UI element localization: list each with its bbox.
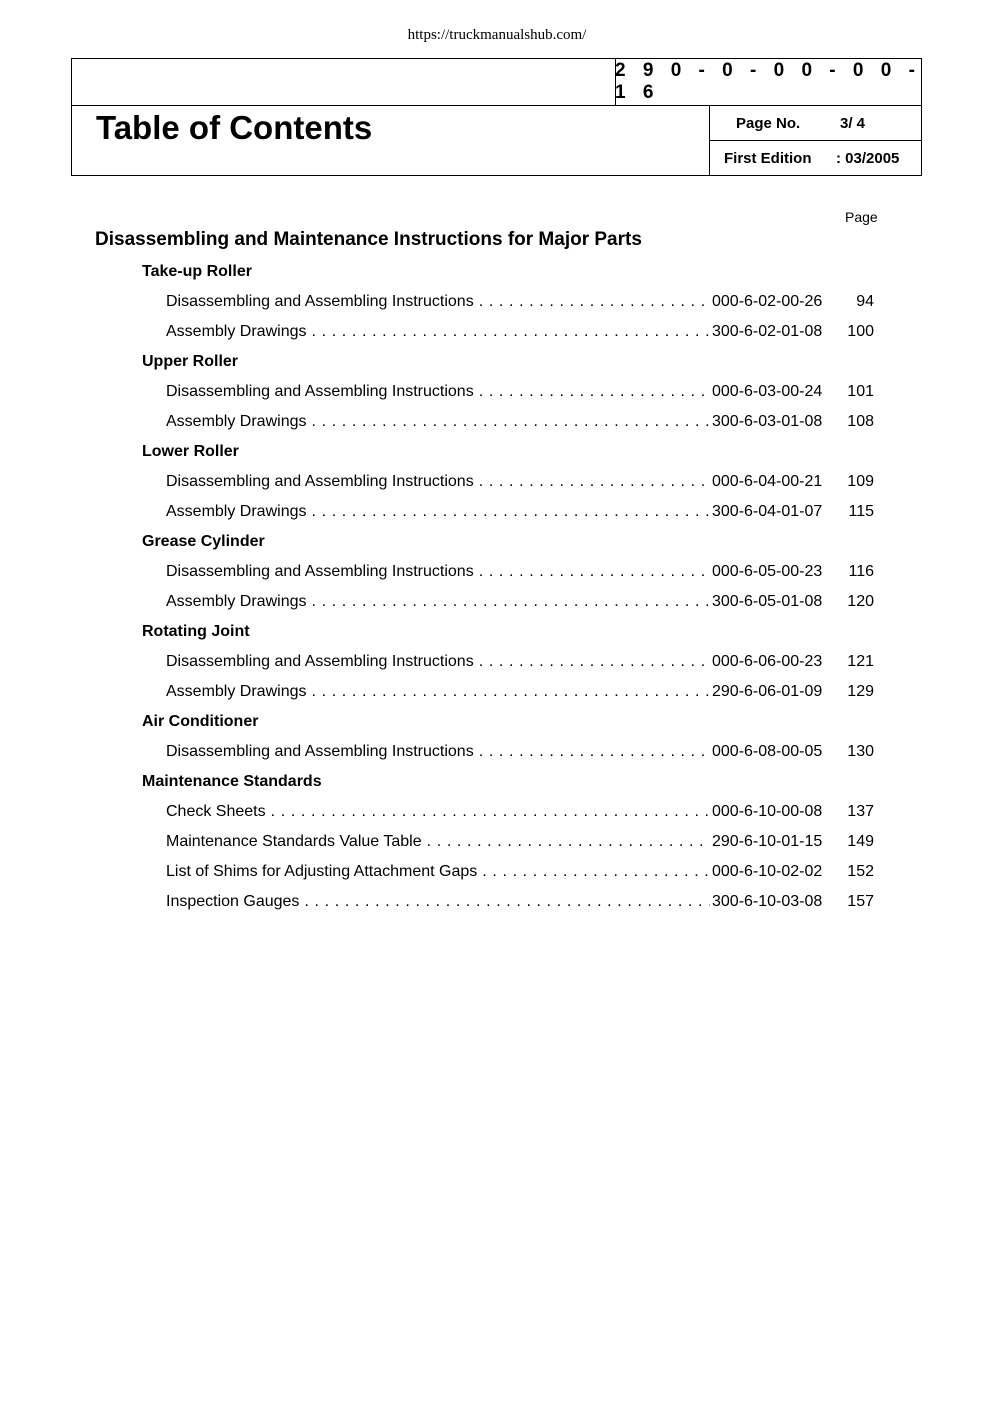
toc-entry[interactable]	[0, 557, 994, 587]
toc-entry-label: Disassembling and Assembling Instructions . . .	[166, 557, 710, 587]
toc-entry-code: 000-6-05-00-23	[712, 563, 823, 580]
toc-entry[interactable]	[0, 317, 994, 347]
toc-entry-page: 137	[847, 803, 874, 820]
toc-entry-label: Assembly Drawings . . .	[166, 497, 710, 527]
section-title: Air Conditioner	[142, 713, 259, 730]
toc-entry-code: 300-6-04-01-07	[712, 503, 823, 520]
section-title: Take-up Roller	[142, 263, 252, 280]
toc-entry-page: 152	[847, 863, 874, 880]
toc-entry-code: 000-6-06-00-23	[712, 653, 823, 670]
toc-entry-label: Disassembling and Assembling Instructions . . .	[166, 377, 710, 407]
toc-entry[interactable]	[0, 887, 994, 917]
toc-entry-label: Inspection Gauges . . .	[166, 887, 710, 917]
toc-entry-code: 000-6-10-00-08	[712, 803, 823, 820]
toc-entry-label: List of Shims for Adjusting Attachment Gaps . . .	[166, 857, 710, 887]
section-title: Maintenance Standards	[142, 773, 322, 790]
toc-entry[interactable]	[0, 827, 994, 857]
header-divider	[72, 105, 921, 106]
page-title: Table of Contents	[96, 109, 373, 146]
page-number-value: 3/ 4	[840, 115, 866, 132]
section-title: Grease Cylinder	[142, 533, 265, 550]
main-heading: Disassembling and Maintenance Instructions for Major Parts	[95, 229, 642, 250]
toc-entry-page: 100	[847, 323, 874, 340]
toc-entry[interactable]	[0, 647, 994, 677]
section-title: Rotating Joint	[142, 623, 250, 640]
source-url[interactable]: https://truckmanualshub.com/	[407, 27, 587, 43]
toc-entry[interactable]	[0, 797, 994, 827]
toc-entry-page: 120	[847, 593, 874, 610]
toc-entry[interactable]	[0, 737, 994, 767]
toc-entry-label: Assembly Drawings . . .	[166, 407, 710, 437]
toc-entry-code: 000-6-08-00-05	[712, 743, 823, 760]
table-of-contents	[0, 257, 994, 917]
toc-entry-page: 129	[847, 683, 874, 700]
toc-entry-code: 000-6-02-00-26	[712, 293, 823, 310]
section-title: Lower Roller	[142, 443, 239, 460]
page-column-label: Page	[845, 209, 878, 225]
toc-entry-label: Disassembling and Assembling Instructions . . .	[166, 467, 710, 497]
toc-entry-label: Assembly Drawings . . .	[166, 677, 710, 707]
toc-entry-label: Disassembling and Assembling Instructions . . .	[166, 647, 710, 677]
toc-entry[interactable]	[0, 857, 994, 887]
toc-entry-page: 116	[848, 563, 874, 580]
toc-entry[interactable]	[0, 467, 994, 497]
toc-entry-code: 290-6-06-01-09	[712, 683, 823, 700]
toc-entry-page: 115	[848, 503, 874, 520]
toc-entry-page: 109	[847, 473, 874, 490]
toc-entry-label: Assembly Drawings . . .	[166, 587, 710, 617]
toc-entry-page: 130	[847, 743, 874, 760]
toc-entry-code: 000-6-10-02-02	[712, 863, 823, 880]
document-header	[71, 58, 922, 176]
toc-entry-code: 000-6-03-00-24	[712, 383, 823, 400]
toc-entry-code: 300-6-10-03-08	[712, 893, 823, 910]
toc-entry[interactable]	[0, 497, 994, 527]
toc-entry-page: 157	[847, 893, 874, 910]
toc-entry-code: 000-6-04-00-21	[712, 473, 823, 490]
toc-entry-page: 149	[847, 833, 874, 850]
toc-entry[interactable]	[0, 677, 994, 707]
document-number: 2 9 0 - 0 - 0 0 - 0 0 - 1 6	[615, 60, 921, 103]
page-number-label: Page No.	[736, 115, 801, 132]
header-divider	[709, 140, 922, 141]
toc-entry-code: 300-6-02-01-08	[712, 323, 823, 340]
toc-entry[interactable]	[0, 407, 994, 437]
toc-entry-code: 300-6-05-01-08	[712, 593, 823, 610]
toc-entry-label: Disassembling and Assembling Instructions . . .	[166, 737, 710, 767]
section-title: Upper Roller	[142, 353, 239, 370]
edition-label: First Edition	[724, 150, 812, 167]
toc-entry[interactable]	[0, 587, 994, 617]
toc-entry-label: Disassembling and Assembling Instructions . . .	[166, 287, 710, 317]
toc-entry-code: 290-6-10-01-15	[712, 833, 823, 850]
edition-value: : 03/2005	[836, 150, 900, 167]
toc-entry-label: Check Sheets . . .	[166, 797, 710, 827]
toc-entry-page: 101	[847, 383, 874, 400]
toc-entry-code: 300-6-03-01-08	[712, 413, 823, 430]
toc-entry-page: 121	[847, 653, 874, 670]
toc-entry-page: 94	[856, 293, 874, 310]
toc-entry-label: Maintenance Standards Value Table . . .	[166, 827, 710, 857]
toc-entry[interactable]	[0, 377, 994, 407]
toc-entry-page: 108	[847, 413, 874, 430]
toc-entry-label: Assembly Drawings . . .	[166, 317, 710, 347]
toc-entry[interactable]	[0, 287, 994, 317]
